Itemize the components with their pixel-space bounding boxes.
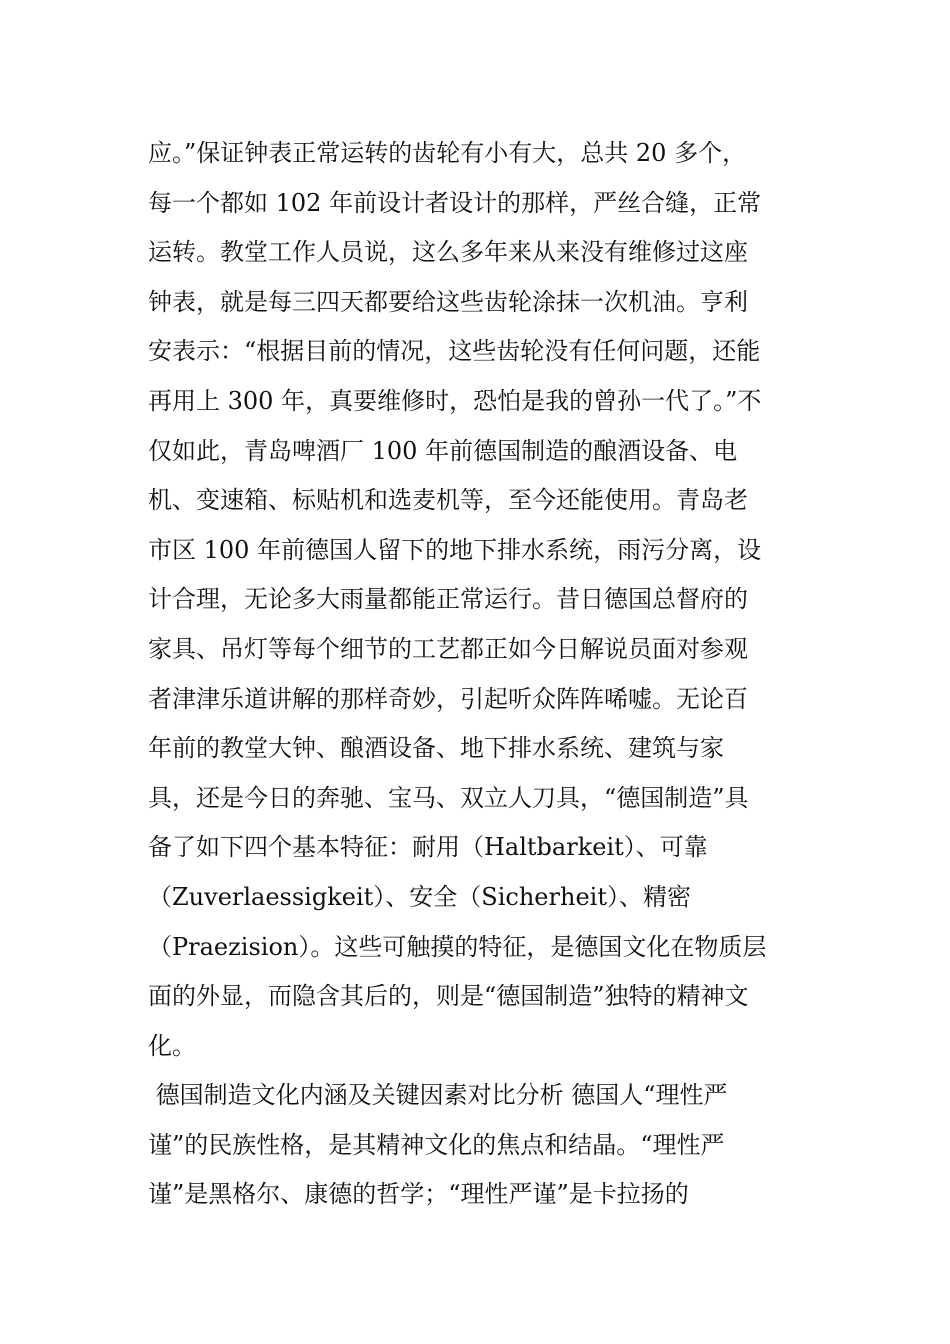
text-line: 者津津乐道讲解的那样奇妙，引起听众阵阵唏嘘。无论百 [148,684,748,713]
text-line: 再用上 300 年，真要维修时，恐怕是我的曾孙一代了。”不 [148,386,762,415]
text-line: （Zuverlaessigkeit）、安全（Sicherheit）、精密 [148,882,691,911]
text-line: 备了如下四个基本特征：耐用（Haltbarkeit）、可靠 [148,833,708,862]
text-line: 家具、吊灯等每个细节的工艺都正如今日解说员面对参观 [148,634,748,663]
text-line: 市区 100 年前德国人留下的地下排水系统，雨污分离，设 [148,535,762,564]
text-line: 机、变速箱、标贴机和选麦机等，至今还能使用。青岛老 [148,486,748,515]
text-line: 谨”的民族性格，是其精神文化的焦点和结晶。“理性严 [148,1130,725,1159]
text-line: 安表示：“根据目前的情况，这些齿轮没有任何问题，还能 [148,337,761,366]
text-line: 钟表，就是每三四天都要给这些齿轮涂抹一次机油。亨利 [148,287,748,316]
text-line: 应。”保证钟表正常运转的齿轮有小有大，总共 20 多个， [148,139,747,167]
text-line: 计合理，无论多大雨量都能正常运行。昔日德国总督府的 [148,585,748,614]
text-line: （Praezision）。这些可触摸的特征，是德国文化在物质层 [148,932,767,961]
text-line: 化。 [148,1031,196,1060]
text-line: 具，还是今日的奔驰、宝马、双立人刀具，“德国制造”具 [148,783,749,812]
section-heading-line: 德国制造文化内涵及关键因素对比分析 德国人“理性严 [148,1081,728,1110]
text-line: 面的外显，而隐含其后的，则是“德国制造”独特的精神文 [148,982,749,1011]
text-line: 每一个都如 102 年前设计者设计的那样，严丝合缝，正常 [148,188,762,217]
text-line: 运转。教堂工作人员说，这么多年来从来没有维修过这座 [148,238,748,267]
text-line: 谨”是黑格尔、康德的哲学；“理性严谨”是卡拉扬的 [148,1180,689,1209]
text-line: 年前的教堂大钟、酿酒设备、地下排水系统、建筑与家 [148,734,724,763]
text-line: 仅如此，青岛啤酒厂 100 年前德国制造的酿酒设备、电 [148,436,738,465]
body-text [148,129,808,1220]
